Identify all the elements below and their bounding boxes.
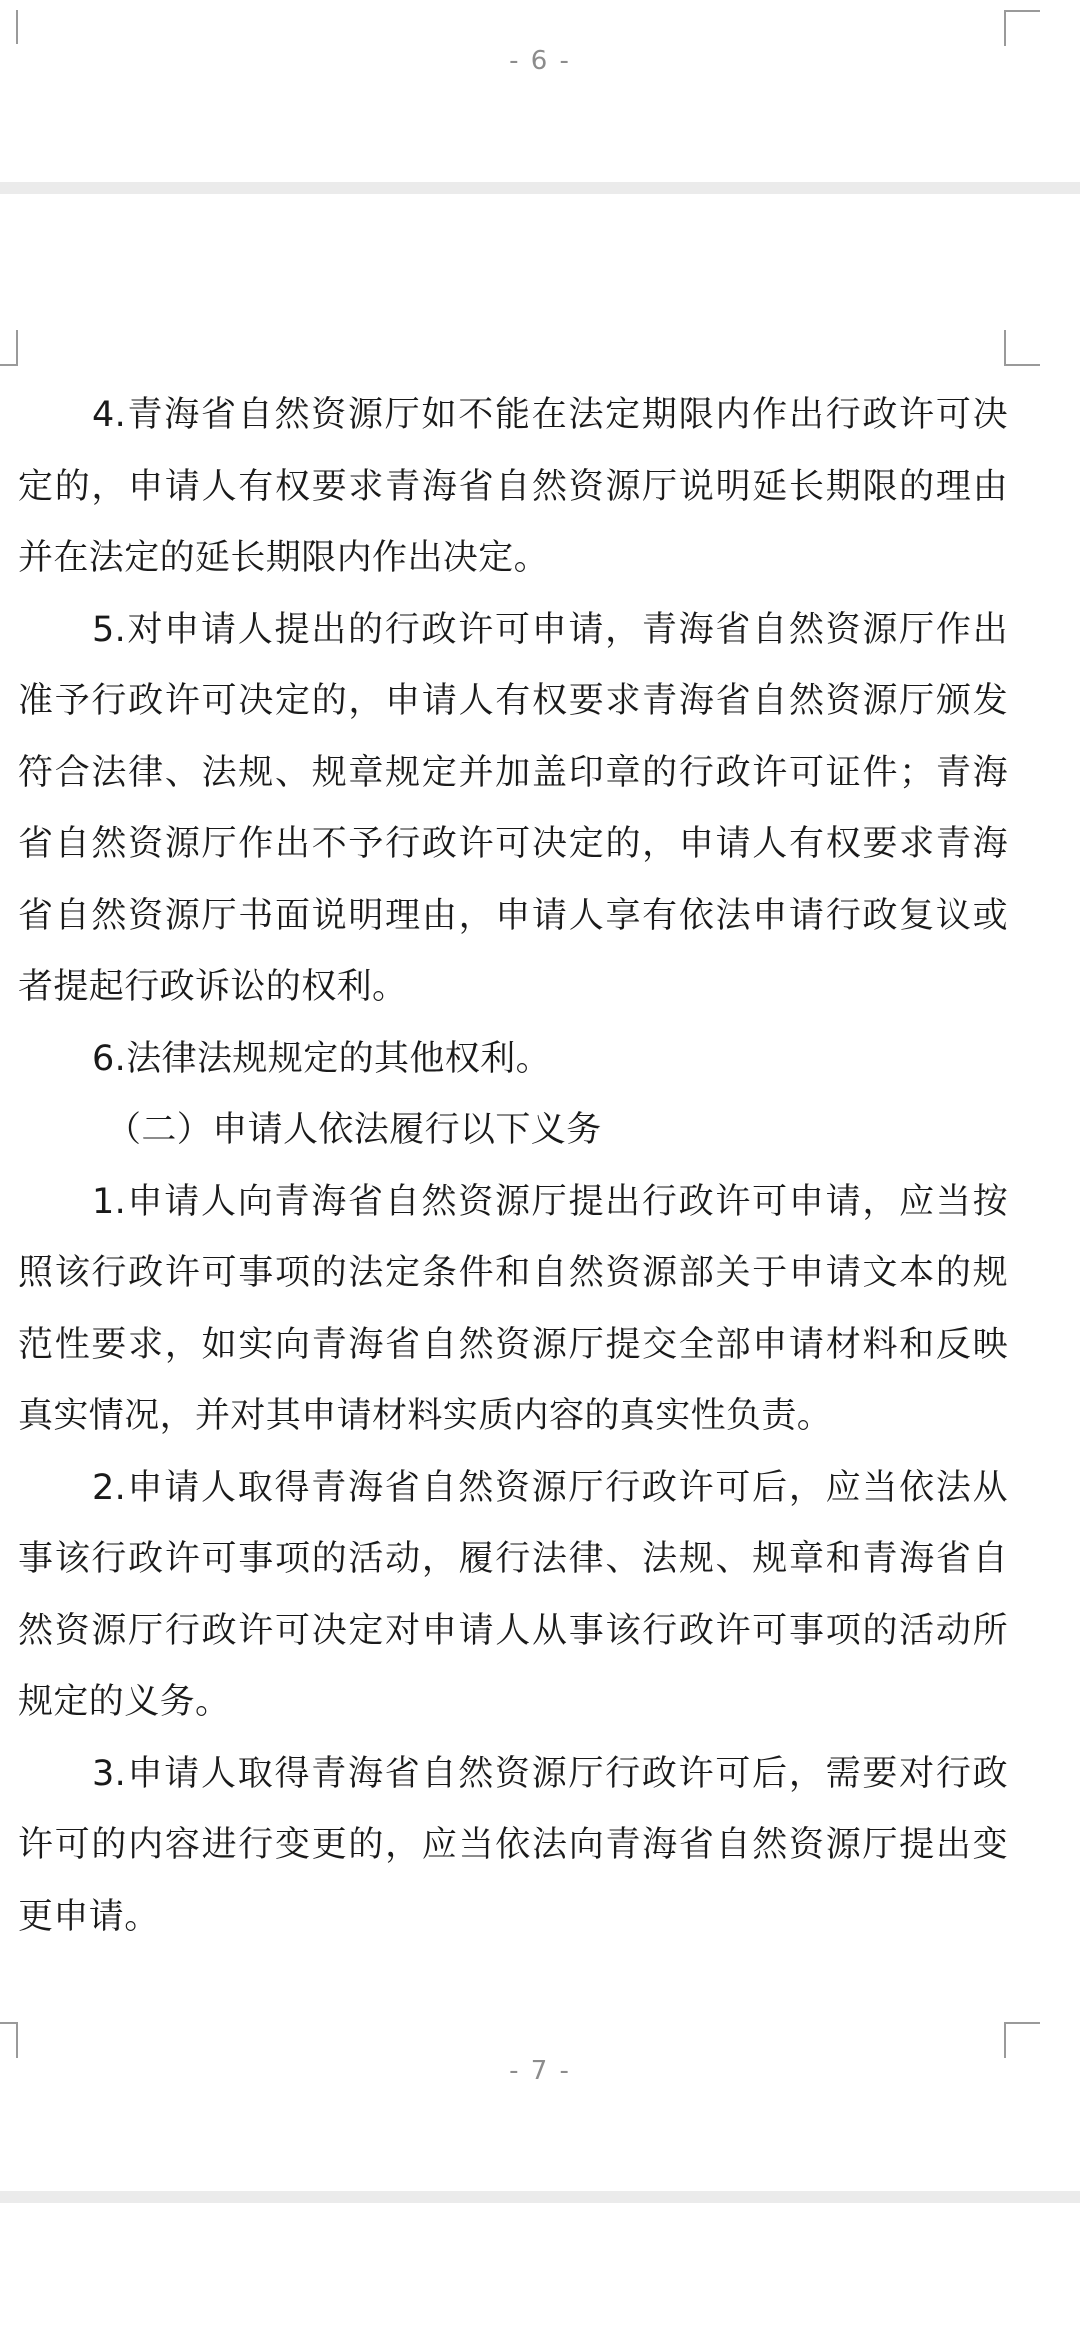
paragraph: 2.申请人取得青海省自然资源厅行政许可后，应当依法从事该行政许可事项的活动，履行法律、法规、规章和青海省自然资源厅行政许可决定对申请人从事该行政许可事项的活动所规定的义务。 [18,1467,1008,1722]
page-separator [0,182,1080,194]
crop-mark-top-left [0,330,18,366]
corner-mark-top-right [1004,10,1040,46]
paragraph: 6.法律法规规定的其他权利。 [92,1038,551,1079]
corner-mark-top-left [0,10,18,44]
section-heading: （二）申请人依法履行以下义务 [106,1110,602,1150]
crop-mark-top-right [1004,330,1040,366]
paragraph: 3.申请人取得青海省自然资源厅行政许可后，需要对行政许可的内容进行变更的，应当依法向青海省自然资源厅提出变更申请。 [18,1753,1008,1937]
page-separator [0,2191,1080,2203]
previous-page-bottom [0,0,1080,182]
paragraph: 1.申请人向青海省自然资源厅提出行政许可申请，应当按照该行政许可事项的法定条件和自然资源部关于申请文本的规范性要求，如实向青海省自然资源厅提交全部申请材料和反映真实情况，并对其申请材料实质内容的真实性负责。 [18,1181,1008,1436]
paragraph: 4.青海省自然资源厅如不能在法定期限内作出行政许可决定的，申请人有权要求青海省自然资源厅说明延长期限的理由并在法定的延长期限内作出决定。 [18,395,1008,578]
page-body [18,380,1008,1953]
crop-mark-bottom-left [0,2022,18,2058]
current-page-number: - 7 - [509,2056,571,2086]
previous-page-number: - 6 - [509,46,571,76]
paragraph: 5.对申请人提出的行政许可申请，青海省自然资源厅作出准予行政许可决定的，申请人有权要求青海省自然资源厅颁发符合法律、法规、规章规定并加盖印章的行政许可证件；青海省自然资源厅作出不予行政许可决定的，申请人有权要求青海省自然资源厅书面说明理由，申请人享有依法申请行政复议或者提起行政诉讼的权利。 [18,609,1008,1007]
crop-mark-bottom-right [1004,2022,1040,2058]
